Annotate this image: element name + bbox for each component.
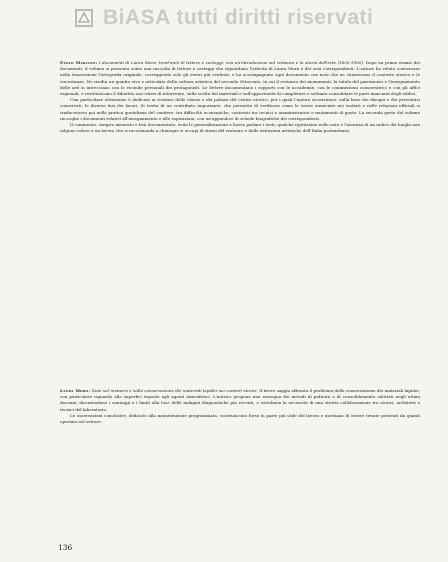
review1-paragraph-0: Dopo un primo esame dei documenti, il volume si presenta come una raccolta di lettere e carteggi che riguardano l'attività di Laura Mora e dei suoi corrispondenti. L'autore ha voluto conservare nella trascrizione l'ortografia originale, correggendo solo gli errori più evidenti, e ha accompagnato ogni documento con note che ne chiariscono il contesto storico e le circostanze. Ne risulta un quadro vivo e articolato della cultura artistica del secondo Ottocento, in cui il restauro dei monumenti, la tutela del patrimonio e l'insegnamento delle arti si intrecciano con le vicende personali dei protagonisti. Le lettere documentano i rapporti con le accademie, con le commissioni conservatrici e con gli uffici regionali, e restituiscono il dibattito sui criteri di intervento, sulla scelta dei materiali e sull'opportunità di completare o soltanto consolidare le parti mancanti degli edifici. — [60, 60, 420, 97]
review2-paragraph-1: Le osservazioni conclusive, dedicate alla manutenzione programmata, costituiscono forse la parte più utile del lavoro e meritano di essere tenute presenti da quanti operano nel settore. — [60, 412, 420, 425]
page-number: 136 — [58, 543, 73, 552]
review-block-2 — [60, 388, 420, 498]
review2-heading-paragraph — [60, 388, 420, 413]
review1-heading-paragraph — [60, 60, 420, 97]
library-logo-icon — [75, 9, 93, 27]
review1-author: Paolo Marconi: — [60, 60, 98, 65]
review1-paragraph-1: Una particolare attenzione è dedicata ai restauri delle chiese e dei palazzi del centro storico, per i quali l'autore ricostruisce, sulla base dei disegni e dei preventivi conservati, le diverse fasi dei lavori. Si tratta di un contributo importante, che permette di verificare come le teorie enunciate nei trattati e nelle relazioni ufficiali si traducessero poi nella pratica quotidiana del cantiere, tra difficoltà economiche, contrasti tra tecnici e amministratori e mutamenti di gusto. La seconda parte del volume raccoglie i documenti relativi all'insegnamento e alle esposizioni, con un'appendice di schede biografiche dei corrispondenti. — [60, 97, 420, 121]
review2-title: Note sul restauro e sulla conservazione dei materiali lapidei nei cantieri storici. — [91, 388, 258, 393]
review1-paragraph-2: Il commento, sempre misurato e ben documentato, evita le generalizzazioni e lascia parlare i testi; qualche ripetizione nelle note e l'assenza di un indice dei luoghi non tolgono valore a un lavoro che si raccomanda a chiunque si occupi di storia del restauro e delle istituzioni artistiche dell'Italia postunitaria. — [60, 122, 420, 134]
watermark-text: BiASA tutti diritti riservati — [102, 6, 374, 29]
watermark — [0, 6, 448, 30]
review2-author: Laura Moro: — [60, 388, 91, 393]
review2-paragraph-0: Il breve saggio affronta il problema della conservazione dei materiali lapidei, con particolare riguardo alle superfici esposte agli agenti atmosferici. L'autrice propone una rassegna dei metodi di pulitura e di consolidamento adottati negli ultimi decenni, discutendone i vantaggi e i limiti alla luce delle indagini diagnostiche più recenti, e sottolinea la necessità di una stretta collaborazione tra storici, architetti e tecnici del laboratorio. — [60, 388, 420, 412]
review1-title: I documenti di Laura Mora: trent'anni di lettere e carteggi, con un'introduzione sul restauro e la storia dell'arte (1850-1900). — [98, 60, 365, 65]
review-block-1 — [60, 60, 420, 378]
